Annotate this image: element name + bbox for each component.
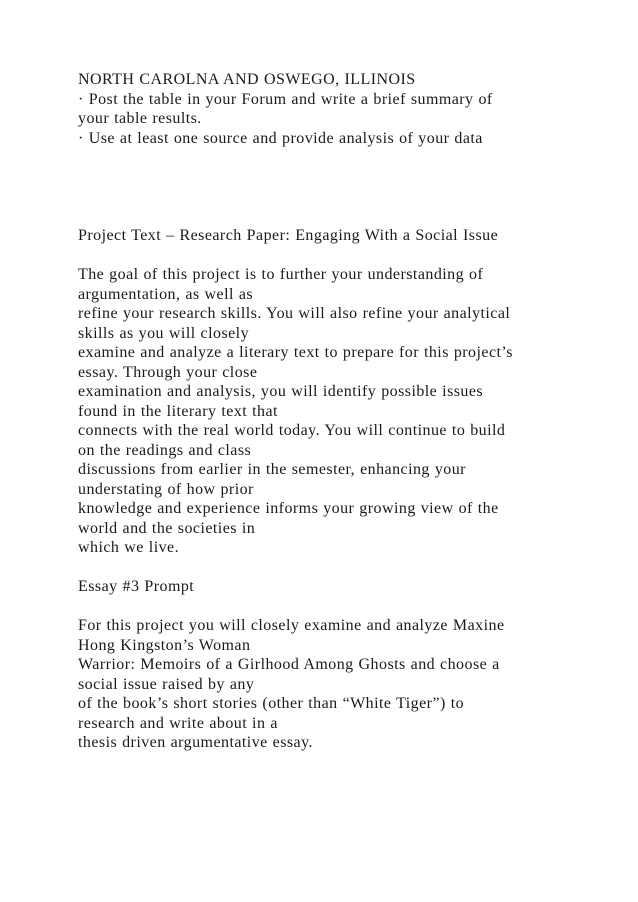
blank-line bbox=[78, 187, 618, 207]
text-line: essay. Through your close bbox=[78, 363, 258, 381]
text-line: NORTH CAROLNA AND OSWEGO, ILLINOIS bbox=[78, 71, 416, 88]
text-line: research and write about in a bbox=[78, 714, 278, 732]
text-line: connects with the real world today. You will continue to build bbox=[78, 422, 506, 439]
text-line: found in the literary text that bbox=[78, 402, 278, 420]
text-line: For this project you will closely examine and analyze Maxine bbox=[78, 617, 505, 634]
text-line: skills as you will closely bbox=[78, 324, 250, 342]
text-line: · Post the table in your Forum and write a brief summary of bbox=[78, 90, 493, 108]
text-line: Warrior: Memoirs of a Girlhood Among Ghosts and choose a bbox=[78, 656, 500, 673]
document-body bbox=[78, 70, 618, 753]
text-line: examination and analysis, you will identify possible issues bbox=[78, 383, 484, 400]
text-line: argumentation, as well as bbox=[78, 285, 254, 303]
text-line: discussions from earlier in the semester, enhancing your bbox=[78, 461, 466, 478]
text-line: of the book’s short stories (other than “White Tiger”) to bbox=[78, 695, 465, 712]
text-line: examine and analyze a literary text to prepare for this project’s bbox=[78, 344, 513, 361]
blank-line bbox=[78, 148, 618, 168]
blank-line bbox=[78, 246, 618, 266]
text-line: · Use at least one source and provide analysis of your data bbox=[78, 129, 483, 147]
text-line: which we live. bbox=[78, 539, 180, 556]
text-line: social issue raised by any bbox=[78, 675, 255, 693]
blank-line bbox=[78, 597, 618, 617]
blank-line bbox=[78, 558, 618, 578]
text-line: Project Text – Research Paper: Engaging With a Social Issue bbox=[78, 227, 499, 244]
blank-line bbox=[78, 168, 618, 188]
text-line: world and the societies in bbox=[78, 519, 256, 537]
text-line: Essay #3 Prompt bbox=[78, 578, 195, 595]
text-line: understating of how prior bbox=[78, 480, 254, 498]
text-line: Hong Kingston’s Woman bbox=[78, 636, 251, 654]
text-line: on the readings and class bbox=[78, 441, 252, 459]
text-line: your table results. bbox=[78, 110, 202, 127]
text-line: The goal of this project is to further your understanding of bbox=[78, 266, 484, 283]
text-line: thesis driven argumentative essay. bbox=[78, 734, 313, 751]
text-line: refine your research skills. You will also refine your analytical bbox=[78, 305, 511, 322]
blank-line bbox=[78, 207, 618, 227]
text-line: knowledge and experience informs your growing view of the bbox=[78, 500, 499, 517]
